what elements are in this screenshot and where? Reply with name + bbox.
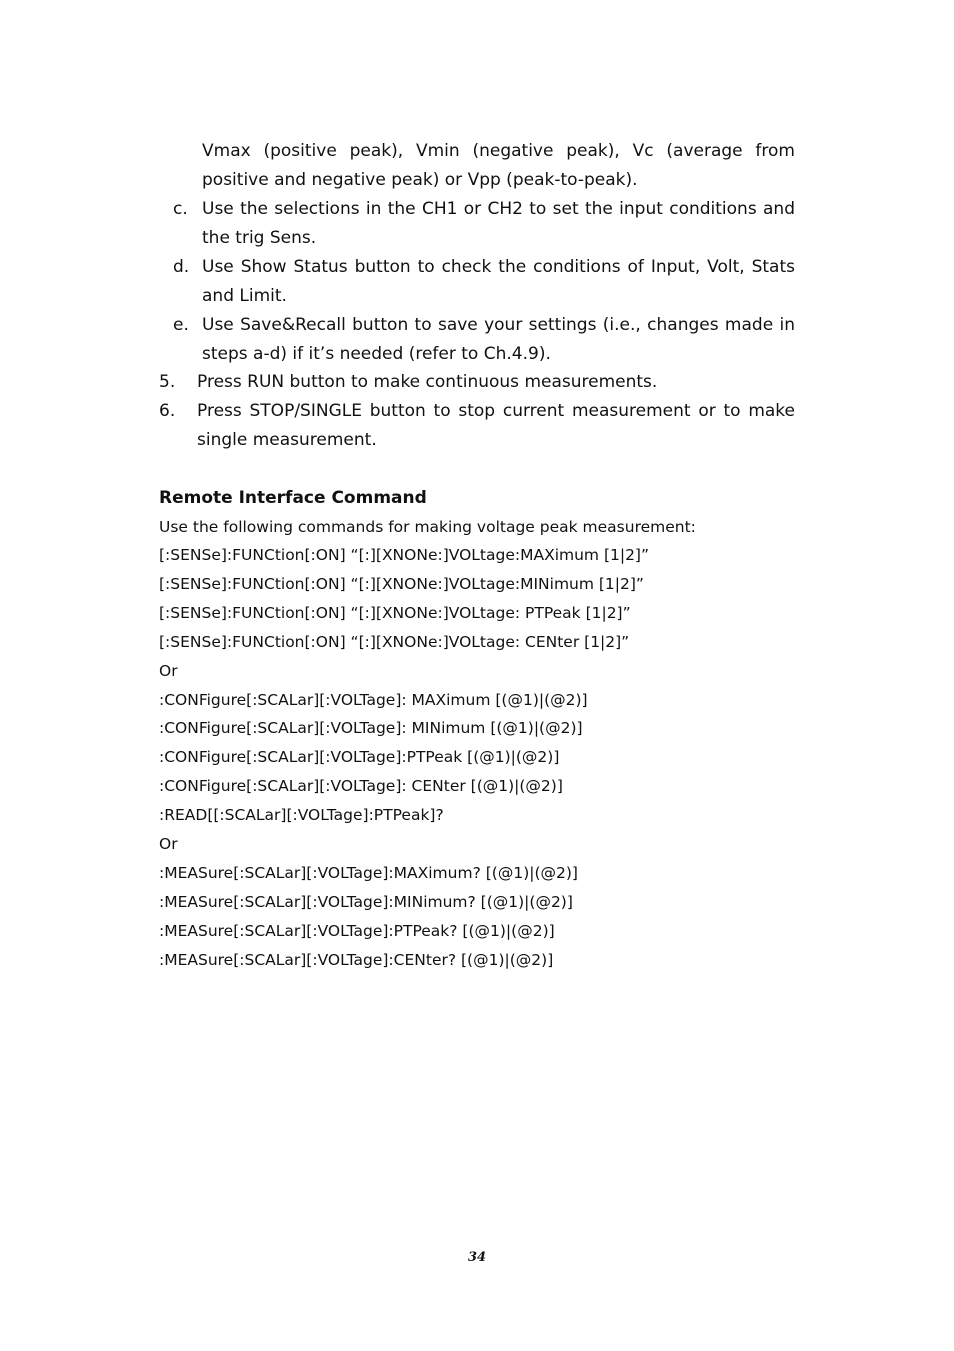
command-separator: Or [159,835,178,854]
step-continuation-text: Vmax (positive peak), Vmin (negative peak), Vc (average from positive and negative peak) or Vpp (peak-to-peak). [202,141,795,190]
substep-e-label: e. [173,315,189,335]
substep-c-text: Use the selections in the CH1 or CH2 to set the input conditions and the trig Sens. [202,199,795,248]
command-separator: Or [159,661,178,680]
substep-e-text: Use Save&Recall button to save your settings (i.e., changes made in steps a-d) if it’s needed (refer to Ch.4.9). [202,315,795,364]
command-line: :MEASure[:SCALar][:VOLTage]:PTPeak? [(@1)|(@2)] [159,921,555,940]
command-line: :MEASure[:SCALar][:VOLTage]:MAXimum? [(@1)|(@2)] [159,863,578,882]
substep-d-label: d. [173,257,190,277]
command-line: :CONFigure[:SCALar][:VOLTage]: MINimum [(@1)|(@2)] [159,719,583,738]
command-line: :MEASure[:SCALar][:VOLTage]:MINimum? [(@1)|(@2)] [159,892,573,911]
command-line: :CONFigure[:SCALar][:VOLTage]:PTPeak [(@1)|(@2)] [159,748,560,767]
substep-d-text: Use Show Status button to check the conditions of Input, Volt, Stats and Limit. [202,257,795,306]
command-line: :CONFigure[:SCALar][:VOLTage]: CENter [(@1)|(@2)] [159,777,563,796]
step-6-text: Press STOP/SINGLE button to stop current measurement or to make single measurement. [197,401,795,450]
step-6-label: 6. [159,401,176,421]
command-line: :READ[[:SCALar][:VOLTage]:PTPeak]? [159,806,444,825]
section-intro: Use the following commands for making voltage peak measurement: [159,518,696,536]
step-5-label: 5. [159,372,176,392]
step-5-text: Press RUN button to make continuous measurements. [197,372,658,392]
command-line: :MEASure[:SCALar][:VOLTage]:CENter? [(@1)|(@2)] [159,950,554,969]
section-heading: Remote Interface Command [159,488,427,508]
substep-c-label: c. [173,199,188,219]
command-line: [:SENSe]:FUNCtion[:ON] “[:][XNONe:]VOLtage: PTPeak [1|2]” [159,603,631,622]
page-number: 34 [467,1250,487,1265]
command-line: [:SENSe]:FUNCtion[:ON] “[:][XNONe:]VOLtage: CENter [1|2]” [159,632,630,651]
command-line: [:SENSe]:FUNCtion[:ON] “[:][XNONe:]VOLtage:MAXimum [1|2]” [159,546,650,564]
command-list [159,541,649,975]
command-line: [:SENSe]:FUNCtion[:ON] “[:][XNONe:]VOLtage:MINimum [1|2]” [159,574,644,593]
command-line: :CONFigure[:SCALar][:VOLTage]: MAXimum [(@1)|(@2)] [159,690,588,709]
